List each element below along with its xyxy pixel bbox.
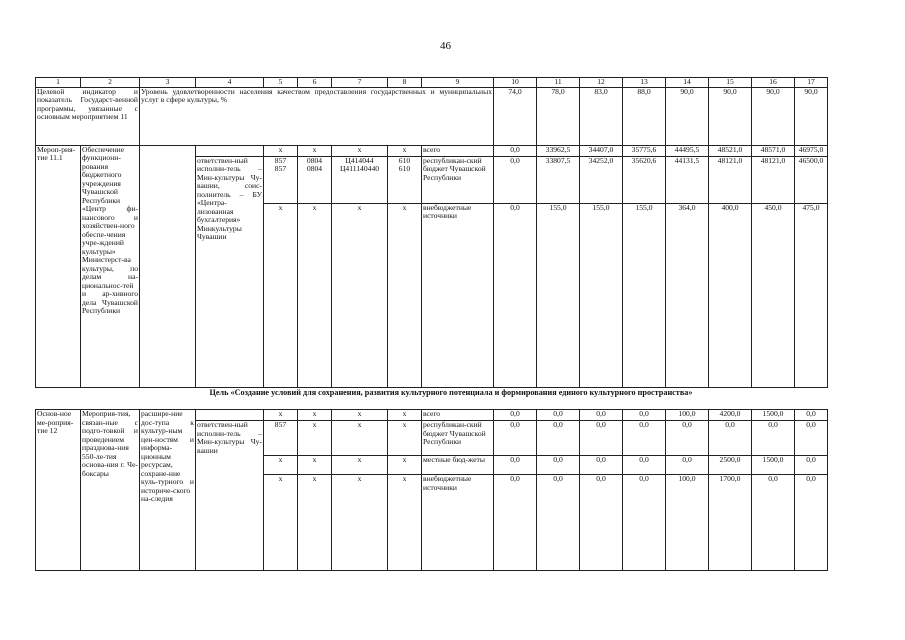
budget-code: x bbox=[388, 145, 422, 156]
program-table bbox=[35, 77, 828, 388]
budget-code: x bbox=[332, 456, 388, 475]
measure-executor: ответствен-ный исполни-тель – Мин-культуры Чу-вашии bbox=[196, 421, 264, 571]
indicator-value: 90,0 bbox=[795, 87, 828, 145]
funding-value: 33807,5 bbox=[537, 156, 580, 203]
budget-code: x bbox=[264, 475, 298, 571]
funding-value: 0,0 bbox=[580, 475, 623, 571]
budget-code: x bbox=[298, 203, 332, 387]
funding-value: 0,0 bbox=[623, 410, 666, 421]
column-number: 5 bbox=[264, 78, 298, 88]
indicator-value: 83,0 bbox=[580, 87, 623, 145]
indicator-row bbox=[36, 87, 828, 145]
funding-value: 0,0 bbox=[580, 421, 623, 456]
funding-source: внебюджетные источники bbox=[422, 475, 494, 571]
budget-code: x bbox=[298, 145, 332, 156]
funding-value: 46500,0 bbox=[795, 156, 828, 203]
budget-code: x bbox=[332, 421, 388, 456]
column-number: 3 bbox=[140, 78, 196, 88]
funding-value: 48121,0 bbox=[709, 156, 752, 203]
budget-code: x bbox=[298, 421, 332, 456]
funding-value: 0,0 bbox=[537, 410, 580, 421]
funding-value: 364,0 bbox=[666, 203, 709, 387]
column-number: 6 bbox=[298, 78, 332, 88]
column-number: 14 bbox=[666, 78, 709, 88]
funding-value: 400,0 bbox=[709, 203, 752, 387]
funding-value: 0,0 bbox=[666, 456, 709, 475]
measure-type: Основ-ное ме-роприя-тие 12 bbox=[36, 410, 81, 571]
budget-code: x bbox=[388, 203, 422, 387]
budget-code: x bbox=[388, 410, 422, 421]
funding-value: 0,0 bbox=[795, 410, 828, 421]
funding-value: 0,0 bbox=[623, 475, 666, 571]
funding-value: 0,0 bbox=[752, 421, 795, 456]
funding-value: 48571,0 bbox=[752, 145, 795, 156]
column-number: 16 bbox=[752, 78, 795, 88]
funding-source: республикан-ский бюджет Чувашской Республики bbox=[422, 156, 494, 203]
measure-task: расшире-ние дос-тупа к культур-ным цен-ностям и информа-ционным ресурсам, сохране-ние куль-турного и историче-ского на-следия bbox=[140, 410, 196, 571]
funding-value: 450,0 bbox=[752, 203, 795, 387]
budget-code: x bbox=[264, 456, 298, 475]
funding-row bbox=[36, 145, 828, 156]
funding-value: 0,0 bbox=[494, 203, 537, 387]
indicator-value: 74,0 bbox=[494, 87, 537, 145]
funding-value: 100,0 bbox=[666, 475, 709, 571]
page-number: 46 bbox=[440, 40, 451, 52]
funding-value: 4200,0 bbox=[709, 410, 752, 421]
funding-value: 0,0 bbox=[580, 410, 623, 421]
funding-value: 34407,0 bbox=[580, 145, 623, 156]
measure-type: Мероп-рия-тие 11.1 bbox=[36, 145, 81, 387]
measure-executor-cell bbox=[196, 145, 264, 156]
funding-value: 0,0 bbox=[795, 456, 828, 475]
measure-name: Мероприя-тия, связан-ные с подго-товкой и проведением празднова-ния 550-ле-тия основа-ния г. Че-боксары bbox=[81, 410, 140, 571]
goal-heading: Цель «Создание условий для сохранения, развития культурного потенциала и формирования единого культурного пространства» bbox=[209, 388, 693, 397]
funding-value: 0,0 bbox=[623, 456, 666, 475]
measure-name: Обеспечение функциони-рования бюджетного учреждения Чувашской Республики «Центр фи-нансового и хозяйствен-ного обеспе-чения учре-ждений культуры» Министерст-ва культуры, по делам на-циональнос-тей и ар-хивного дела Чувашской Республики bbox=[81, 145, 140, 387]
budget-code: x bbox=[332, 145, 388, 156]
budget-code: x bbox=[264, 410, 298, 421]
column-number: 17 bbox=[795, 78, 828, 88]
column-number: 12 bbox=[580, 78, 623, 88]
funding-value: 48121,0 bbox=[752, 156, 795, 203]
column-number: 15 bbox=[709, 78, 752, 88]
budget-code: x bbox=[298, 475, 332, 571]
funding-source: местные бюд-жеты bbox=[422, 456, 494, 475]
funding-value: 0,0 bbox=[537, 475, 580, 571]
funding-value: 0,0 bbox=[494, 475, 537, 571]
budget-code: x bbox=[332, 410, 388, 421]
budget-code: x bbox=[388, 475, 422, 571]
indicator-value: 88,0 bbox=[623, 87, 666, 145]
funding-value: 44131,5 bbox=[666, 156, 709, 203]
budget-code: 857 bbox=[264, 421, 298, 456]
measure-executor: ответствен-ный исполни-тель – Мин-культуры Чу-вашии, соис-полнитель – БУ «Центра-лизованная бухгалтерия» Минкультуры Чувашии bbox=[196, 156, 264, 387]
column-number: 8 bbox=[388, 78, 422, 88]
budget-code: x bbox=[298, 410, 332, 421]
funding-value: 0,0 bbox=[795, 475, 828, 571]
funding-value: 475,0 bbox=[795, 203, 828, 387]
column-number-row bbox=[36, 78, 828, 88]
column-number: 13 bbox=[623, 78, 666, 88]
column-number: 4 bbox=[196, 78, 264, 88]
funding-value: 0,0 bbox=[623, 421, 666, 456]
funding-value: 44495,5 bbox=[666, 145, 709, 156]
indicator-value: 90,0 bbox=[666, 87, 709, 145]
funding-value: 0,0 bbox=[666, 421, 709, 456]
budget-code: x bbox=[388, 421, 422, 456]
indicator-value: 90,0 bbox=[752, 87, 795, 145]
funding-value: 1700,0 bbox=[709, 475, 752, 571]
funding-value: 0,0 bbox=[494, 456, 537, 475]
budget-code: x bbox=[332, 475, 388, 571]
funding-value: 155,0 bbox=[623, 203, 666, 387]
funding-source: республикан-ский бюджет Чувашской Республики bbox=[422, 421, 494, 456]
funding-value: 46975,0 bbox=[795, 145, 828, 156]
funding-value: 0,0 bbox=[494, 156, 537, 203]
funding-value: 34252,0 bbox=[580, 156, 623, 203]
funding-value: 0,0 bbox=[537, 456, 580, 475]
funding-row bbox=[36, 410, 828, 421]
budget-code: x bbox=[264, 145, 298, 156]
funding-value: 0,0 bbox=[537, 421, 580, 456]
funding-value: 33962,5 bbox=[537, 145, 580, 156]
column-number: 2 bbox=[81, 78, 140, 88]
funding-value: 1500,0 bbox=[752, 410, 795, 421]
funding-value: 155,0 bbox=[537, 203, 580, 387]
column-number: 10 bbox=[494, 78, 537, 88]
budget-code: Ц414044 Ц411140440 bbox=[332, 156, 388, 203]
indicator-value: 90,0 bbox=[709, 87, 752, 145]
budget-code: x bbox=[388, 456, 422, 475]
funding-source: всего bbox=[422, 410, 494, 421]
funding-value: 0,0 bbox=[580, 456, 623, 475]
column-number: 7 bbox=[332, 78, 388, 88]
measure-task bbox=[140, 145, 196, 387]
budget-code: x bbox=[264, 203, 298, 387]
indicator-description: Уровень удовлетворенности населения качеством предоставления государственных и муниципальных услуг в сфере культуры, % bbox=[140, 87, 494, 145]
budget-code: 857 857 bbox=[264, 156, 298, 203]
funding-value: 35775,6 bbox=[623, 145, 666, 156]
funding-value: 0,0 bbox=[494, 145, 537, 156]
funding-value: 35620,6 bbox=[623, 156, 666, 203]
budget-code: x bbox=[332, 203, 388, 387]
funding-value: 0,0 bbox=[795, 421, 828, 456]
funding-value: 48521,0 bbox=[709, 145, 752, 156]
program-table-continued bbox=[35, 409, 828, 571]
budget-code: 610 610 bbox=[388, 156, 422, 203]
budget-code: 0804 0804 bbox=[298, 156, 332, 203]
funding-source: всего bbox=[422, 145, 494, 156]
funding-value: 0,0 bbox=[494, 421, 537, 456]
budget-code: x bbox=[298, 456, 332, 475]
column-number: 1 bbox=[36, 78, 81, 88]
funding-value: 0,0 bbox=[709, 421, 752, 456]
funding-value: 1500,0 bbox=[752, 456, 795, 475]
funding-value: 0,0 bbox=[494, 410, 537, 421]
funding-value: 0,0 bbox=[752, 475, 795, 571]
measure-executor-cell bbox=[196, 410, 264, 421]
funding-source: внебюджетные источники bbox=[422, 203, 494, 387]
funding-value: 100,0 bbox=[666, 410, 709, 421]
column-number: 9 bbox=[422, 78, 494, 88]
funding-value: 155,0 bbox=[580, 203, 623, 387]
column-number: 11 bbox=[537, 78, 580, 88]
indicator-name: Целевой индикатор и показатель Государст-венной программы, увязанные с основным мероприятием 11 bbox=[36, 87, 140, 145]
indicator-value: 78,0 bbox=[537, 87, 580, 145]
funding-value: 2500,0 bbox=[709, 456, 752, 475]
